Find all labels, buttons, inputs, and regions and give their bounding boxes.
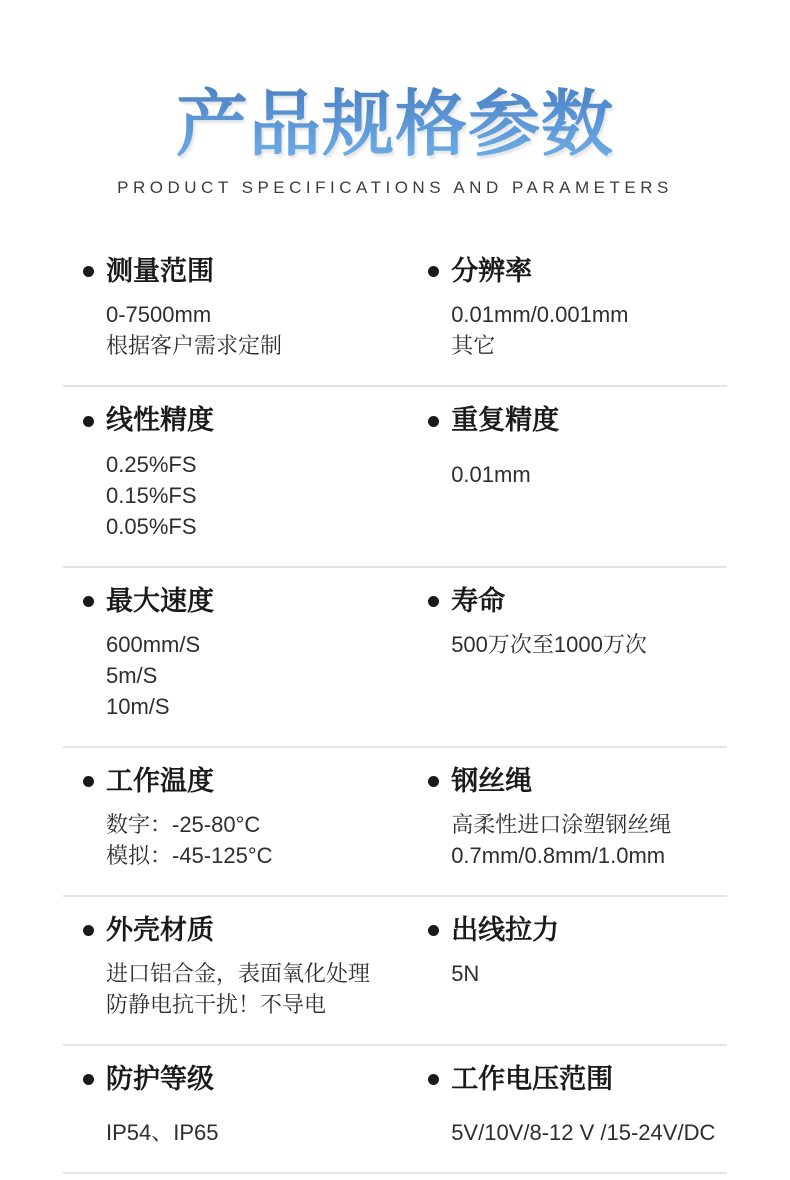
spec-label: 重复精度 — [451, 405, 560, 436]
bullet-icon — [428, 925, 439, 936]
spec-value: 其它 — [451, 333, 496, 359]
spec-label: 工作电压范围 — [451, 1063, 614, 1094]
spec-value: IP54、IP65 — [106, 1119, 219, 1145]
spec-cell-repeatability — [428, 403, 727, 541]
spec-cell-linearity — [63, 403, 428, 541]
bullet-icon — [83, 596, 94, 607]
bullet-icon — [428, 776, 439, 787]
spec-row — [63, 897, 727, 1046]
bullet-icon — [428, 1074, 439, 1085]
spec-value: 0.7mm/0.8mm/1.0mm — [451, 842, 666, 868]
spec-label: 钢丝绳 — [451, 765, 533, 796]
spec-value: 0.15%FS — [106, 482, 197, 508]
spec-label: 分辨率 — [451, 256, 533, 287]
spec-cell-voltage-range — [428, 1062, 727, 1148]
spec-value: 进口铝合金，表面氧化处理 — [106, 960, 371, 986]
spec-value: 600mm/S — [106, 631, 201, 657]
spec-cell-protection-rating — [63, 1062, 428, 1148]
bullet-icon — [83, 925, 94, 936]
spec-value: 根据客户需求定制 — [106, 333, 283, 359]
bullet-icon — [83, 416, 94, 427]
spec-value: 0.01mm — [451, 461, 531, 487]
spec-row — [63, 238, 727, 387]
spec-label: 最大速度 — [106, 585, 214, 616]
spec-cell-housing-material — [63, 913, 428, 1020]
spec-value: 模拟：-45-125°C — [106, 842, 273, 868]
spec-value: 0.01mm/0.001mm — [451, 302, 629, 328]
page-header — [0, 0, 790, 198]
spec-value: 数字：-25-80°C — [106, 811, 261, 837]
bullet-icon — [83, 1074, 94, 1085]
spec-label: 测量范围 — [106, 256, 214, 287]
bullet-icon — [83, 776, 94, 787]
spec-value: 0.05%FS — [106, 513, 197, 539]
spec-label: 线性精度 — [106, 405, 214, 436]
bullet-icon — [428, 596, 439, 607]
spec-row — [63, 568, 727, 748]
spec-label: 寿命 — [451, 585, 506, 616]
spec-label: 工作温度 — [106, 765, 214, 796]
spec-value: 高柔性进口涂塑钢丝绳 — [451, 811, 672, 837]
spec-cell-wire-rope — [428, 764, 727, 871]
page-subtitle: PRODUCT SPECIFICATIONS AND PARAMETERS — [117, 178, 673, 198]
spec-value: 0.25%FS — [106, 451, 197, 477]
spec-list — [63, 238, 727, 1174]
spec-label: 外壳材质 — [106, 914, 214, 945]
spec-value: 500万次至1000万次 — [451, 631, 647, 657]
spec-cell-cable-pull-force — [428, 913, 727, 1020]
spec-cell-resolution — [428, 254, 727, 361]
spec-value: 防静电抗干扰！不导电 — [106, 991, 327, 1017]
spec-value: 5V/10V/8-12 V /15-24V/DC — [451, 1119, 716, 1145]
spec-value: 0-7500mm — [106, 302, 212, 328]
page-title: 产品规格参数 — [176, 82, 614, 168]
spec-row — [63, 748, 727, 897]
spec-label: 出线拉力 — [451, 914, 560, 945]
spec-value: 5m/S — [106, 662, 158, 688]
spec-label: 防护等级 — [106, 1063, 214, 1094]
spec-cell-working-temp — [63, 764, 428, 871]
spec-cell-lifespan — [428, 584, 727, 722]
bullet-icon — [83, 266, 94, 277]
spec-row — [63, 387, 727, 567]
spec-cell-max-speed — [63, 584, 428, 722]
spec-row — [63, 1046, 727, 1174]
bullet-icon — [428, 416, 439, 427]
spec-value: 5N — [451, 960, 480, 986]
spec-value: 10m/S — [106, 693, 170, 719]
bullet-icon — [428, 266, 439, 277]
spec-cell-measure-range — [63, 254, 428, 361]
